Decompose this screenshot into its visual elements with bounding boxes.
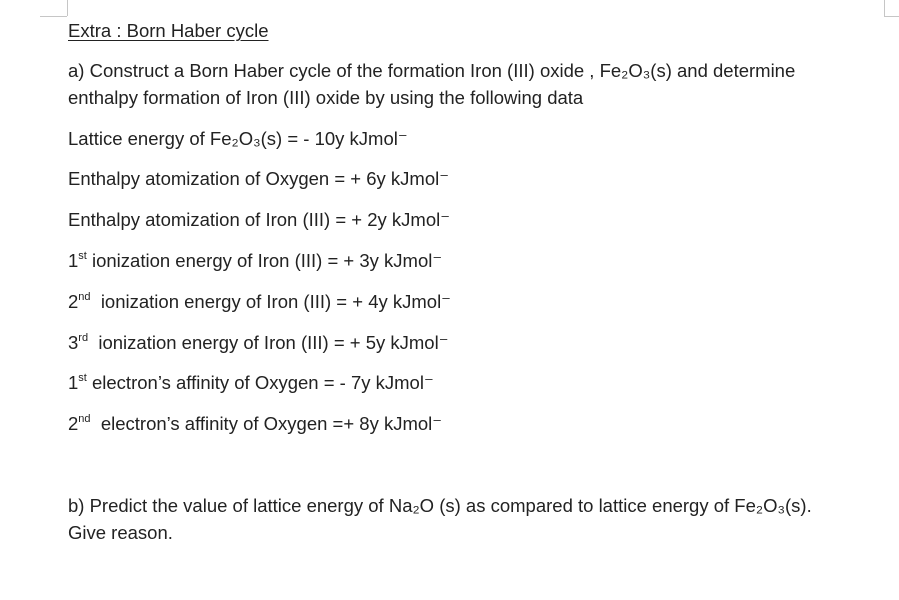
crop-mark-top-left [67, 0, 68, 16]
part-b-line-2: Give reason. [68, 522, 173, 543]
data-line-text: electron’s affinity of Oxygen =+ 8y kJmol⁻ [90, 413, 443, 434]
data-line-text: ionization energy of Iron (III) = + 5y kJmol⁻ [88, 332, 449, 353]
data-line-atomization-oxygen [68, 165, 449, 192]
ordinal-number: 1 [68, 372, 79, 393]
data-line-2nd-electron-affinity [68, 410, 442, 437]
part-b-question [68, 492, 812, 546]
crop-mark-top-left [40, 16, 67, 17]
data-line-text: Lattice energy of Fe₂O₃(s) = - 10y kJmol⁻ [68, 128, 408, 149]
ordinal-number: 1 [68, 250, 79, 271]
ordinal-number: 2 [68, 291, 79, 312]
ordinal-number: 3 [68, 332, 79, 353]
data-line-text: ionization energy of Iron (III) = + 3y kJmol⁻ [86, 250, 443, 271]
document-title: Extra : Born Haber cycle [68, 20, 269, 41]
part-a-question [68, 57, 795, 111]
ordinal-suffix: st [78, 250, 87, 262]
part-a-line-2: enthalpy formation of Iron (III) oxide by using the following data [68, 87, 584, 108]
data-line-atomization-iron [68, 206, 450, 233]
data-line-text: Enthalpy atomization of Iron (III) = + 2y kJmol⁻ [68, 209, 450, 230]
ordinal-suffix: nd [78, 413, 91, 425]
ordinal-suffix: rd [78, 332, 89, 344]
data-line-lattice-energy [68, 125, 408, 152]
ordinal-number: 2 [68, 413, 79, 434]
ordinal-suffix: st [78, 372, 87, 384]
part-b-line-1: b) Predict the value of lattice energy of Na₂O (s) as compared to lattice energy of Fe₂O₃(s). [68, 495, 812, 516]
data-line-1st-electron-affinity [68, 369, 434, 396]
data-line-2nd-ionization [68, 288, 451, 315]
part-a-line-1: a) Construct a Born Haber cycle of the formation Iron (III) oxide , Fe₂O₃(s) and determine [68, 60, 796, 81]
data-line-text: electron’s affinity of Oxygen = - 7y kJmol⁻ [86, 372, 434, 393]
data-line-text: ionization energy of Iron (III) = + 4y kJmol⁻ [90, 291, 451, 312]
data-line-1st-ionization [68, 247, 442, 274]
data-line-3rd-ionization [68, 329, 448, 356]
ordinal-suffix: nd [78, 291, 91, 303]
crop-mark-top-right [884, 0, 885, 16]
data-line-text: Enthalpy atomization of Oxygen = + 6y kJmol⁻ [68, 168, 449, 189]
crop-mark-top-right [884, 16, 899, 17]
